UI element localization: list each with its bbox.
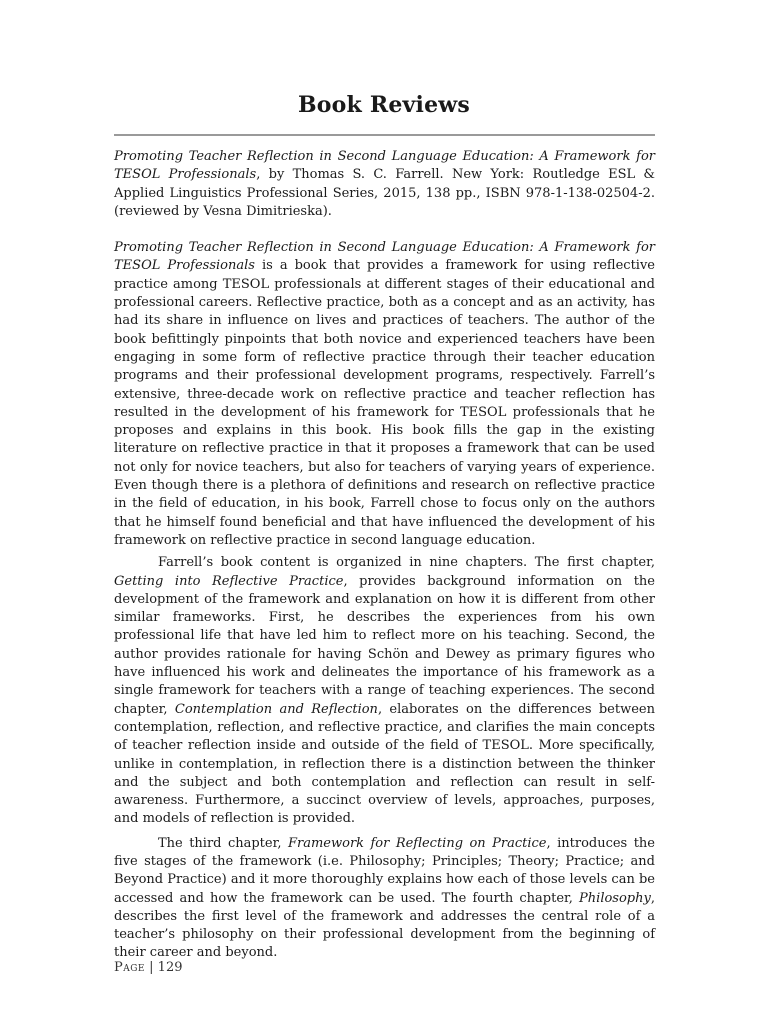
- paragraph-1-text: is a book that provides a framework for using reflective practice among TESOL professionals at different stages of their educational and professional careers. Reflective practice, both as a concept and as an activity, has had its share in influence on lives and practices of teachers. The author of the book befittingly pinpoints that both novice and experienced teachers have been engaging in some form of reflective practice through their teacher education programs and their professional development programs, respectively. Farrell’s extensive, three-decade work on reflective practice and teacher reflection has resulted in the development of his framework for TESOL professionals that he proposes and explains in this book. His book fills the gap in the existing literature on reflective practice in that it proposes a framework that can be used not only for novice teachers, but also for teachers of varying years of experience. Even though there is a plethora of definitions and research on reflective practice in the field of education, in his book, Farrell chose to focus only on the authors that he himself found beneficial and that have influenced the development of his framework on reflective practice in second language education.: [114, 258, 655, 548]
- page-separator: |: [145, 960, 158, 975]
- paragraph-2-text-b: , provides background information on the development of the framework and explanation on how it is different from other similar frameworks. First, he describes the experiences from his own professional life that have led him to reflect more on his teaching. Second, the author provides rationale for having Schön and Dewey as primary figures who have influenced his work and delineates the importance of his framework as a single framework for teachers with a range of teaching experiences. The second chapter,: [114, 573, 655, 717]
- review-body: [114, 148, 655, 963]
- paragraph-1-book-title: Promoting Teacher Reflection in Second Language Education: A Framework for TESOL Professionals: [114, 240, 655, 274]
- page-label: Page: [114, 960, 146, 975]
- paragraph-3: [114, 835, 655, 963]
- title-divider: [114, 134, 655, 136]
- book-citation: [114, 148, 655, 221]
- chapter-1-title: Getting into Reflective Practice: [114, 573, 344, 589]
- paragraph-3-text-a: The third chapter,: [158, 835, 288, 851]
- chapter-4-title: Philosophy: [579, 890, 651, 906]
- paragraph-1: [114, 239, 655, 550]
- page-number: 129: [157, 960, 183, 975]
- paragraph-2-text-a: Farrell’s book content is organized in nine chapters. The first chapter,: [158, 555, 655, 571]
- paragraph-2-text-c: , elaborates on the differences between contemplation, reflection, and reflective practice, and clarifies the main concepts of teacher reflection inside and outside of the field of TESOL. More specifically, unlike in contemplation, in reflection there is a distinction between the thinker and the subject and both contemplation and reflection can result in self-awareness. Furthermore, a succinct overview of levels, approaches, purposes, and models of reflection is provided.: [114, 701, 655, 827]
- page-footer: [114, 960, 183, 975]
- citation-details: , by Thomas S. C. Farrell. New York: Routledge ESL & Applied Linguistics Professional Series, 2015, 138 pp., ISBN 978-1-138-02504-2. (reviewed by Vesna Dimitrieska).: [114, 167, 656, 219]
- citation-book-title: Promoting Teacher Reflection in Second Language Education: A Framework for TESOL Professionals: [114, 149, 655, 183]
- section-title: Book Reviews: [298, 92, 470, 118]
- paragraph-2: [114, 554, 655, 828]
- paragraph-3-text-c: , describes the first level of the framework and addresses the central role of a teacher’s philosophy on their professional development from the beginning of their career and beyond.: [114, 890, 655, 961]
- chapter-2-title: Contemplation and Reflection: [174, 701, 378, 717]
- paragraph-3-text-b: , introduces the five stages of the framework (i.e. Philosophy; Principles; Theory; Practice; and Beyond Practice) and it more thoroughly explains how each of those levels can be accessed and how the framework can be used. The fourth chapter,: [114, 835, 655, 906]
- chapter-3-title: Framework for Reflecting on Practice: [287, 835, 547, 851]
